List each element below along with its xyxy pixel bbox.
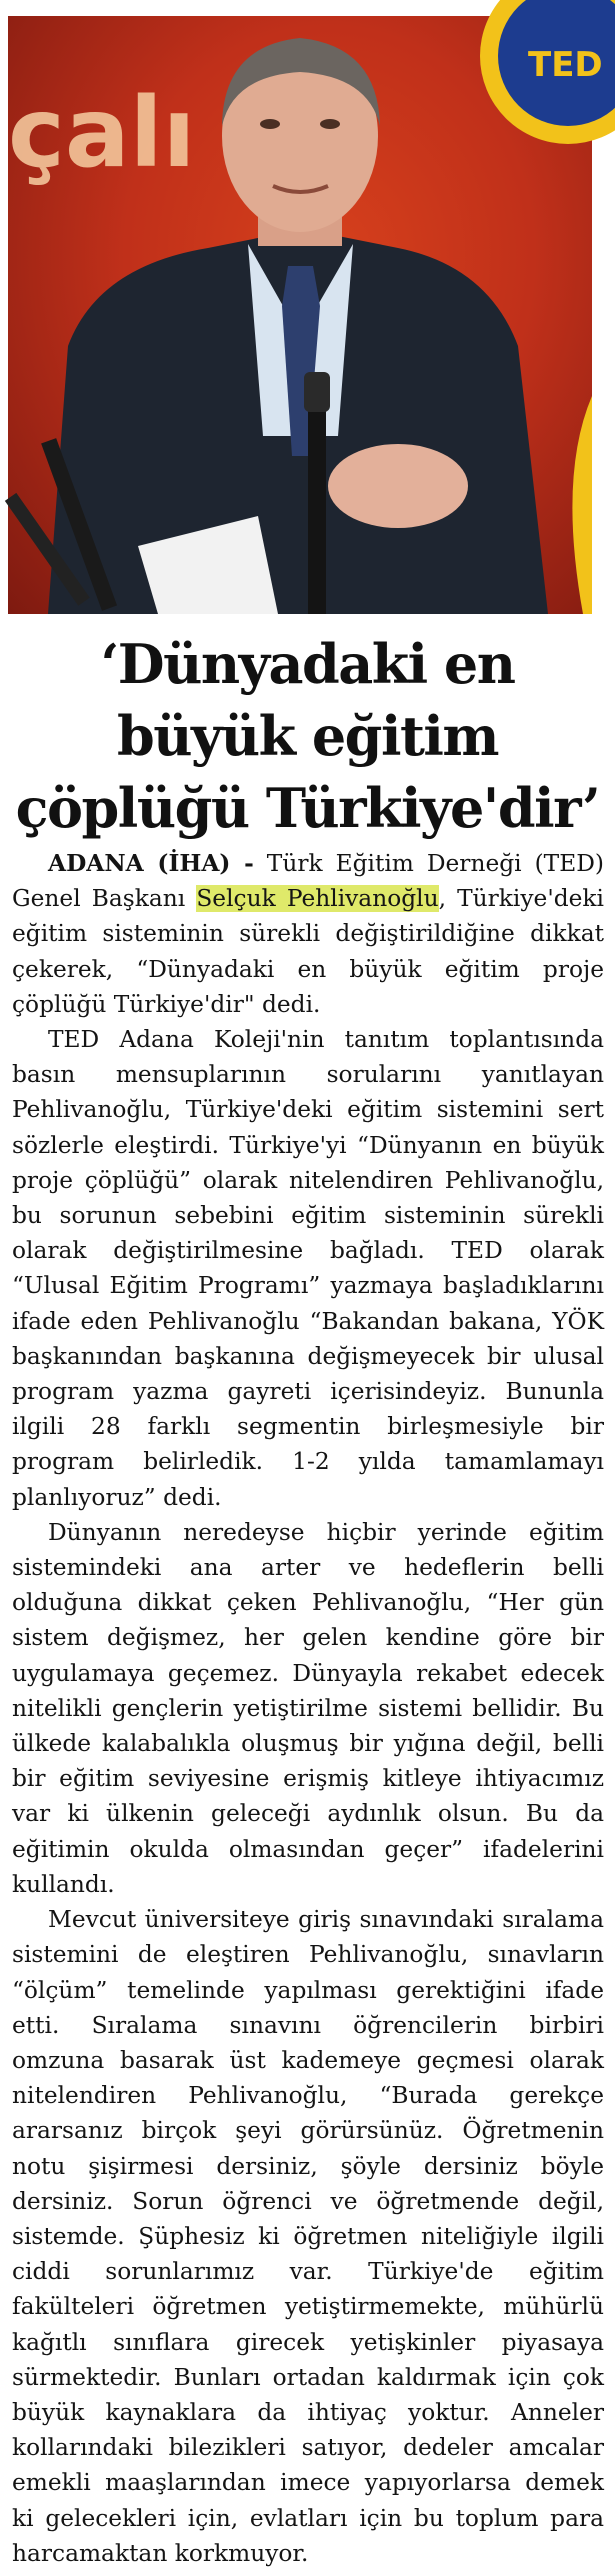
left-eye xyxy=(260,119,280,129)
headline-line: büyük eğitim xyxy=(116,704,499,768)
headline xyxy=(0,628,615,844)
article-paragraph: Dünyanın neredeyse hiçbir yerinde eğitim sistemindeki ana arter ve hedeflerin belli olduğuna dikkat çeken Pehlivanoğlu, “Her gün sistem değişmez, her gelen kendine göre bir uygulamaya geçemez. Dünyayla rekabet edecek nitelikli gençlerin yetiştirilme sistemi bellidir. Bu ülkede kalabalıkla oluşmuş bir yığına değil, belli bir eğitim seviyesine erişmiş kitleye ihtiyacımız var ki ülkenin geleceği aydınlık olsun. Bu da eğitimin okulda olmasından geçer” ifadelerini kullandı. xyxy=(12,1518,604,1898)
headline-line: ‘Dünyadaki en xyxy=(100,632,515,696)
article-paragraph: TED Adana Koleji'nin tanıtım toplantısında basın mensuplarının sorularını yanıtlayan Pehlivanoğlu, Türkiye'deki eğitim sistemini sert sözlerle eleştirdi. Türkiye'yi “Dünyanın en büyük proje çöplüğü” olarak nitelendiren Pehlivanoğlu, bu sorunun sebebini eğitim sisteminin sürekli olarak değiştirilmesine bağladı. TED olarak “Ulusal Eğitim Programı” yazmaya başladıklarını ifade eden Pehlivanoğlu “Bakandan bakana, YÖK başkanından başkanına değişmeyecek bir ulusal program yazma gayreti içerisindeyiz. Bununla ilgili 28 farklı segmentin birleşmesiyle bir program belirledik. 1-2 yılda tamamlamayı planlıyoruz” dedi. xyxy=(12,1026,604,1511)
ted-logo-text: TED xyxy=(528,45,603,85)
speaker-illustration xyxy=(8,16,603,614)
article-body xyxy=(12,846,604,2571)
article-paragraph-intro xyxy=(12,846,604,1022)
microphone-head xyxy=(304,372,330,412)
article-paragraph: Mevcut üniversiteye giriş sınavındaki sıralama sistemini de eleştiren Pehlivanoğlu, sınavların “ölçüm” temelinde yapılması gerektiğini ifade etti. Sıralama sınavını öğrencilerin birbiri omzuna basarak üst kademeye geçmesi olarak nitelendiren Pehlivanoğlu, “Burada gerekçe ararsanız birçok şeyi görürsünüz. Öğretmenin notu şişirmesi dersiniz, şöyle dersiniz böyle dersiniz. Sorun öğrenci ve öğretmende değil, sistemde. Şüphesiz ki öğretmen niteliğiyle ilgili ciddi sorunlarımız var. Türkiye'de eğitim fakülteleri öğretmen yetiştirmemekte, mühürlü kağıtlı sınıflara girecek yetişkinler piyasaya sürmektedir. Bunları ortadan kaldırmak için çok büyük kaynaklara da ihtiyaç yoktur. Anneler kollarındaki bilezikleri satıyor, dedeler amcalar emekli maaşlarından imece yapıyorlarsa demek ki gelecekleri için, evlatları için bu toplum para harcamaktan korkmuyor. xyxy=(12,1906,604,2567)
dateline: ADANA (İHA) - xyxy=(48,850,254,877)
highlighted-name: Selçuk Pehlivanoğlu xyxy=(196,885,439,913)
logo-arc xyxy=(572,396,592,614)
intro-text: Türk Eğitim Derneği (TED) Genel Başkanı xyxy=(12,850,604,913)
intro-text-continued: , Türkiye'deki eğitim sisteminin sürekli değiştirildiğine dikkat çekerek, “Dünyadaki en büyük eğitim proje çöplüğü Türkiye'dir" dedi. xyxy=(12,885,604,1018)
article-photo xyxy=(8,16,603,614)
banner-text: çalı xyxy=(8,77,196,189)
headline-line: çöplüğü Türkiye'dir’ xyxy=(15,776,600,840)
right-eye xyxy=(320,119,340,129)
hand xyxy=(328,444,468,528)
